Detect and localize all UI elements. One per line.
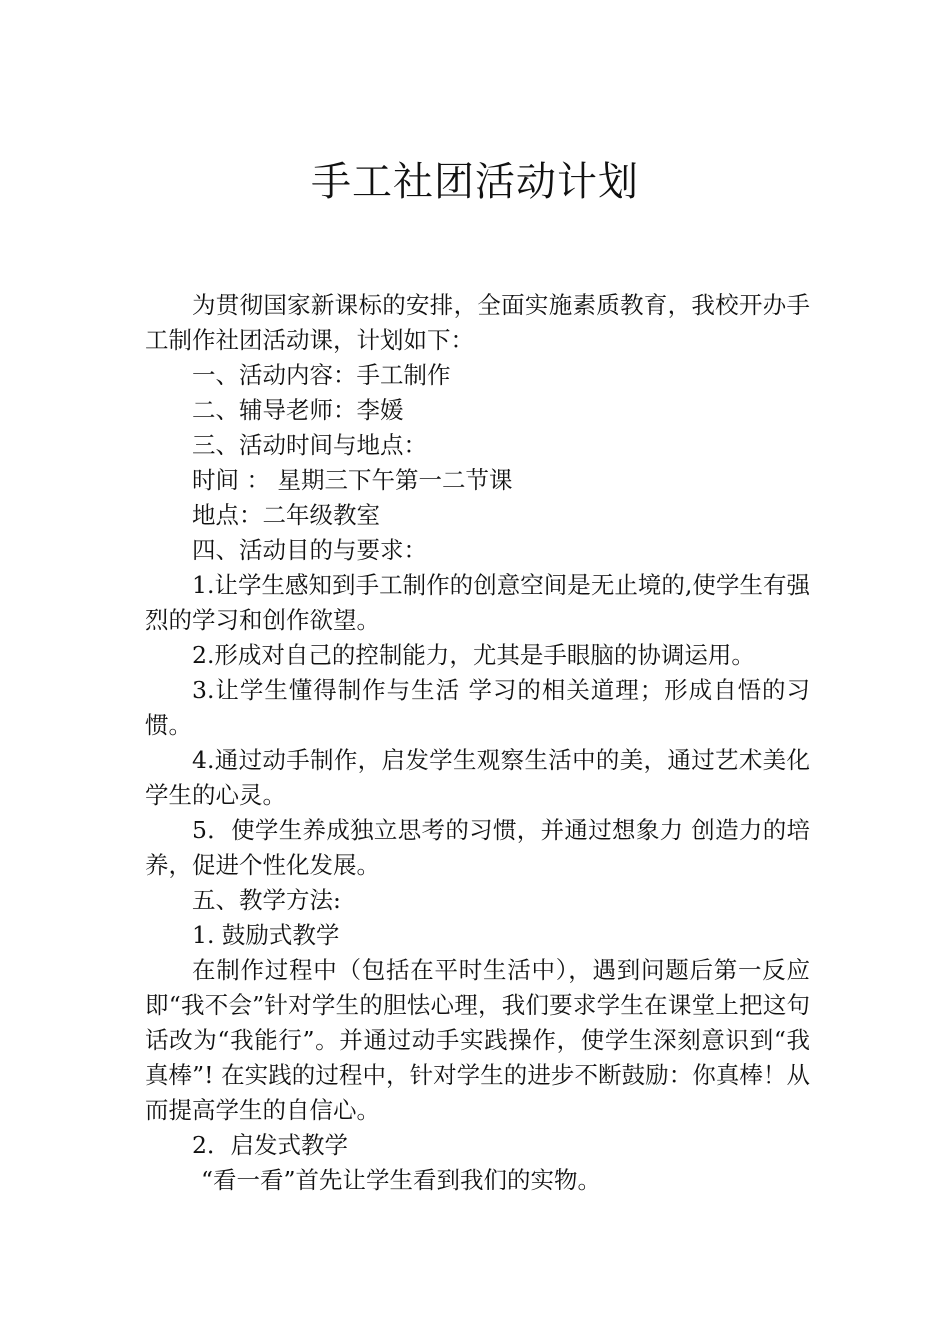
document-body: [145, 288, 810, 1198]
paragraph-time-place-heading: 三、活动时间与地点：: [192, 431, 427, 459]
paragraph-intro: 为贯彻国家新课标的安排，全面实施素质教育，我校开办手工制作社团活动课，计划如下：: [145, 291, 810, 354]
paragraph-goal-2: 2.形成对自己的控制能力，尤其是手眼脑的协调运用。: [192, 641, 755, 669]
paragraph-method-2-title: 2．启发式教学: [192, 1131, 348, 1159]
paragraph-goal-3: 3.让学生懂得制作与生活 学习的相关道理；形成自悟的习惯。: [145, 676, 810, 739]
paragraph-goals-heading: 四、活动目的与要求：: [192, 536, 427, 564]
paragraph-time: 时间 ： 星期三下午第一二节课: [192, 466, 513, 494]
paragraph-goal-4: 4.通过动手制作，启发学生观察生活中的美，通过艺术美化学生的心灵。: [145, 746, 810, 809]
paragraph-instructor: 二、辅导老师：李媛: [192, 396, 404, 424]
paragraph-goal-1: 1.让学生感知到手工制作的创意空间是无止境的,使学生有强烈的学习和创作欲望。: [145, 571, 810, 634]
document-title: 手工社团活动计划: [311, 159, 639, 205]
paragraph-method-2-body: “看一看”首先让学生看到我们的实物。: [201, 1166, 602, 1194]
paragraph-method-1-body: 在制作过程中（包括在平时生活中），遇到问题后第一反应即“我不会”针对学生的胆怯心理，我们要求学生在课堂上把这句话改为“我能行”。并通过动手实践操作，使学生深刻意识到“我真棒”! 在实践的过程中，针对学生的进步不断鼓励：你真棒！从而提高学生的自信心。: [145, 956, 810, 1124]
paragraph-method-1-title: 1. 鼓励式教学: [192, 921, 340, 949]
paragraph-goal-5: 5．使学生养成独立思考的习惯，并通过想象力 创造力的培养，促进个性化发展。: [145, 816, 810, 879]
paragraph-place: 地点：二年级教室: [192, 501, 380, 529]
paragraph-activity-content: 一、活动内容：手工制作: [192, 361, 451, 389]
paragraph-methods-heading: 五、教学方法:: [192, 886, 341, 914]
